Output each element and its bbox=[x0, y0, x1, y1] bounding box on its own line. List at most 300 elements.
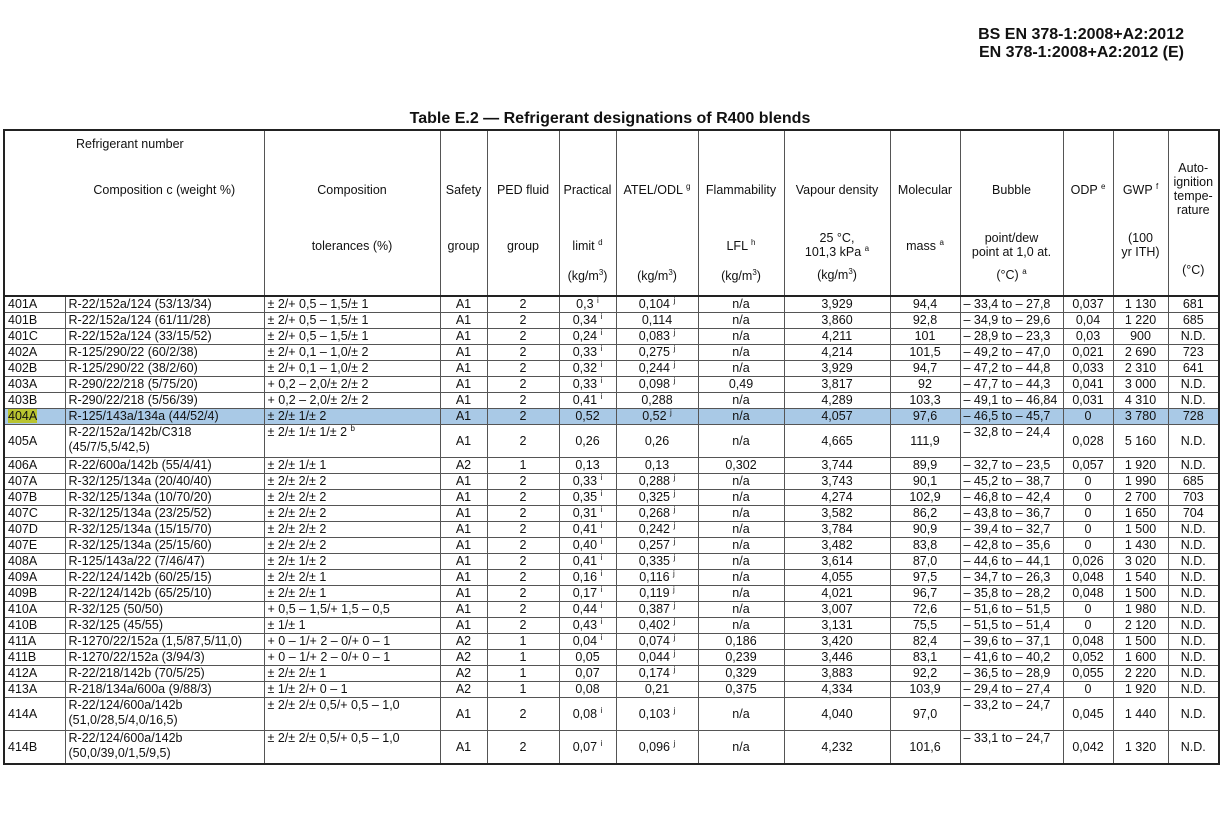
row-tolerances: ± 2/± 2/± 1 bbox=[264, 570, 440, 586]
table-row bbox=[4, 506, 1219, 522]
row-bubble-point: – 33,1 to – 24,7 bbox=[960, 731, 1063, 765]
row-ped-group: 2 bbox=[487, 618, 559, 634]
row-bubble-point: – 46,8 to – 42,4 bbox=[960, 490, 1063, 506]
col-safety: Safety group bbox=[440, 130, 487, 296]
row-composition: R-1270/22/152a (1,5/87,5/11,0) bbox=[65, 634, 264, 650]
row-composition: R-22/124/600a/142b (50,0/39,0/1,5/9,5) bbox=[65, 731, 264, 765]
row-safety-group: A2 bbox=[440, 682, 487, 698]
row-vapour-density: 3,784 bbox=[784, 522, 890, 538]
row-molecular-mass: 87,0 bbox=[890, 554, 960, 570]
row-atel-odl: 0,288 bbox=[616, 393, 698, 409]
row-tolerances: ± 2/± 2/± 1 bbox=[264, 586, 440, 602]
row-auto-ignition: N.D. bbox=[1168, 698, 1219, 731]
row-atel-odl: 0,098 $^j$ bbox=[616, 377, 698, 393]
row-safety-group: A1 bbox=[440, 618, 487, 634]
row-bubble-point: – 35,8 to – 28,2 bbox=[960, 586, 1063, 602]
row-molecular-mass: 102,9 bbox=[890, 490, 960, 506]
row-ped-group: 1 bbox=[487, 666, 559, 682]
row-vapour-density: 3,131 bbox=[784, 618, 890, 634]
row-practical-limit: 0,43 $^i$ bbox=[559, 618, 616, 634]
row-atel-odl: 0,402 $^j$ bbox=[616, 618, 698, 634]
table-row bbox=[4, 361, 1219, 377]
row-tolerances: ± 2/± 2/± 0,5/+ 0,5 – 1,0 bbox=[264, 698, 440, 731]
row-vapour-density: 3,883 bbox=[784, 666, 890, 682]
row-tolerances: ± 2/± 1/± 2 bbox=[264, 554, 440, 570]
row-vapour-density: 3,007 bbox=[784, 602, 890, 618]
row-bubble-point: – 41,6 to – 40,2 bbox=[960, 650, 1063, 666]
row-bubble-point: – 33,2 to – 24,7 bbox=[960, 698, 1063, 731]
table-row bbox=[4, 538, 1219, 554]
row-molecular-mass: 86,2 bbox=[890, 506, 960, 522]
row-number: 411B bbox=[4, 650, 65, 666]
row-safety-group: A1 bbox=[440, 698, 487, 731]
row-auto-ignition: N.D. bbox=[1168, 650, 1219, 666]
row-gwp: 3 000 bbox=[1113, 377, 1168, 393]
row-vapour-density: 4,021 bbox=[784, 586, 890, 602]
row-vapour-density: 4,211 bbox=[784, 329, 890, 345]
row-practical-limit: 0,17 $^i$ bbox=[559, 586, 616, 602]
row-composition: R-32/125 (45/55) bbox=[65, 618, 264, 634]
row-vapour-density: 4,055 bbox=[784, 570, 890, 586]
col-atel-odl: ATEL/ODL $^g$ $(kg/m^3)$ bbox=[616, 130, 698, 296]
row-auto-ignition: N.D. bbox=[1168, 570, 1219, 586]
row-practical-limit: 0,05 bbox=[559, 650, 616, 666]
row-practical-limit: 0,35 $^i$ bbox=[559, 490, 616, 506]
row-composition: R-32/125 (50/50) bbox=[65, 602, 264, 618]
row-ped-group: 2 bbox=[487, 474, 559, 490]
row-odp: 0,057 bbox=[1063, 458, 1113, 474]
row-molecular-mass: 82,4 bbox=[890, 634, 960, 650]
row-ped-group: 1 bbox=[487, 458, 559, 474]
standard-reference bbox=[978, 26, 1184, 62]
row-composition: R-125/290/22 (38/2/60) bbox=[65, 361, 264, 377]
row-composition: R-22/124/600a/142b (51,0/28,5/4,0/16,5) bbox=[65, 698, 264, 731]
table-row bbox=[4, 409, 1219, 425]
row-safety-group: A2 bbox=[440, 650, 487, 666]
row-molecular-mass: 101 bbox=[890, 329, 960, 345]
row-molecular-mass: 97,6 bbox=[890, 409, 960, 425]
table-row bbox=[4, 618, 1219, 634]
col-molecular-mass: Molecular mass $^a$ bbox=[890, 130, 960, 296]
row-atel-odl: 0,104 $^j$ bbox=[616, 296, 698, 313]
row-lfl: n/a bbox=[698, 361, 784, 377]
row-vapour-density: 4,232 bbox=[784, 731, 890, 765]
row-molecular-mass: 90,9 bbox=[890, 522, 960, 538]
row-atel-odl: 0,387 $^j$ bbox=[616, 602, 698, 618]
row-ped-group: 2 bbox=[487, 586, 559, 602]
row-practical-limit: 0,24 $^i$ bbox=[559, 329, 616, 345]
row-bubble-point: – 32,8 to – 24,4 bbox=[960, 425, 1063, 458]
row-gwp: 1 600 bbox=[1113, 650, 1168, 666]
row-ped-group: 2 bbox=[487, 570, 559, 586]
row-safety-group: A1 bbox=[440, 425, 487, 458]
row-gwp: 1 500 bbox=[1113, 586, 1168, 602]
row-number: 407C bbox=[4, 506, 65, 522]
row-practical-limit: 0,07 $^i$ bbox=[559, 731, 616, 765]
row-bubble-point: – 47,7 to – 44,3 bbox=[960, 377, 1063, 393]
row-lfl: 0,186 bbox=[698, 634, 784, 650]
row-atel-odl: 0,13 bbox=[616, 458, 698, 474]
row-number: 414B bbox=[4, 731, 65, 765]
row-lfl: n/a bbox=[698, 731, 784, 765]
row-vapour-density: 3,614 bbox=[784, 554, 890, 570]
col-odp: ODP $^e$ bbox=[1063, 130, 1113, 296]
row-practical-limit: 0,34 $^i$ bbox=[559, 313, 616, 329]
row-tolerances: ± 2/± 1/± 1/± 2 $^b$ bbox=[264, 425, 440, 458]
row-lfl: 0,329 bbox=[698, 666, 784, 682]
row-tolerances: ± 2/± 2/± 2 bbox=[264, 490, 440, 506]
col-composition-c: Composition c (weight %) bbox=[65, 130, 264, 296]
row-ped-group: 2 bbox=[487, 393, 559, 409]
row-vapour-density: 3,743 bbox=[784, 474, 890, 490]
row-molecular-mass: 92,8 bbox=[890, 313, 960, 329]
row-gwp: 1 320 bbox=[1113, 731, 1168, 765]
row-atel-odl: 0,174 $^j$ bbox=[616, 666, 698, 682]
row-odp: 0,026 bbox=[1063, 554, 1113, 570]
row-vapour-density: 4,665 bbox=[784, 425, 890, 458]
row-ped-group: 2 bbox=[487, 345, 559, 361]
row-practical-limit: 0,08 bbox=[559, 682, 616, 698]
row-auto-ignition: 641 bbox=[1168, 361, 1219, 377]
row-safety-group: A1 bbox=[440, 409, 487, 425]
row-vapour-density: 3,817 bbox=[784, 377, 890, 393]
row-odp: 0 bbox=[1063, 490, 1113, 506]
row-composition: R-125/143a/134a (44/52/4) bbox=[65, 409, 264, 425]
row-composition: R-125/143a/22 (7/46/47) bbox=[65, 554, 264, 570]
row-safety-group: A1 bbox=[440, 393, 487, 409]
row-gwp: 1 920 bbox=[1113, 682, 1168, 698]
table-row bbox=[4, 329, 1219, 345]
row-atel-odl: 0,275 $^j$ bbox=[616, 345, 698, 361]
row-odp: 0 bbox=[1063, 474, 1113, 490]
row-molecular-mass: 75,5 bbox=[890, 618, 960, 634]
row-practical-limit: 0,40 $^i$ bbox=[559, 538, 616, 554]
row-lfl: n/a bbox=[698, 570, 784, 586]
row-ped-group: 1 bbox=[487, 682, 559, 698]
row-gwp: 2 220 bbox=[1113, 666, 1168, 682]
row-bubble-point: – 33,4 to – 27,8 bbox=[960, 296, 1063, 313]
table-row bbox=[4, 682, 1219, 698]
row-safety-group: A1 bbox=[440, 586, 487, 602]
row-atel-odl: 0,242 $^j$ bbox=[616, 522, 698, 538]
row-gwp: 1 430 bbox=[1113, 538, 1168, 554]
header-row bbox=[4, 130, 1219, 296]
row-auto-ignition: N.D. bbox=[1168, 634, 1219, 650]
row-practical-limit: 0,04 $^i$ bbox=[559, 634, 616, 650]
row-composition: R-22/124/142b (60/25/15) bbox=[65, 570, 264, 586]
row-bubble-point: – 43,8 to – 36,7 bbox=[960, 506, 1063, 522]
table-row bbox=[4, 522, 1219, 538]
row-atel-odl: 0,335 $^j$ bbox=[616, 554, 698, 570]
row-number: 405A bbox=[4, 425, 65, 458]
row-molecular-mass: 94,4 bbox=[890, 296, 960, 313]
row-safety-group: A1 bbox=[440, 490, 487, 506]
row-gwp: 3 020 bbox=[1113, 554, 1168, 570]
row-number: 413A bbox=[4, 682, 65, 698]
row-composition: R-32/125/134a (25/15/60) bbox=[65, 538, 264, 554]
row-auto-ignition: N.D. bbox=[1168, 458, 1219, 474]
row-gwp: 2 690 bbox=[1113, 345, 1168, 361]
row-molecular-mass: 101,5 bbox=[890, 345, 960, 361]
row-safety-group: A2 bbox=[440, 458, 487, 474]
table-row bbox=[4, 602, 1219, 618]
row-ped-group: 2 bbox=[487, 425, 559, 458]
row-auto-ignition: 703 bbox=[1168, 490, 1219, 506]
row-auto-ignition: N.D. bbox=[1168, 425, 1219, 458]
row-bubble-point: – 28,9 to – 23,3 bbox=[960, 329, 1063, 345]
row-composition: R-1270/22/152a (3/94/3) bbox=[65, 650, 264, 666]
row-composition: R-290/22/218 (5/75/20) bbox=[65, 377, 264, 393]
row-odp: 0,033 bbox=[1063, 361, 1113, 377]
row-tolerances: ± 2/± 1/± 1 bbox=[264, 458, 440, 474]
table-row bbox=[4, 650, 1219, 666]
row-atel-odl: 0,325 $^j$ bbox=[616, 490, 698, 506]
row-odp: 0,048 bbox=[1063, 634, 1113, 650]
row-number: 402B bbox=[4, 361, 65, 377]
row-ped-group: 1 bbox=[487, 650, 559, 666]
row-practical-limit: 0,07 bbox=[559, 666, 616, 682]
row-gwp: 3 780 bbox=[1113, 409, 1168, 425]
row-safety-group: A1 bbox=[440, 602, 487, 618]
row-molecular-mass: 103,9 bbox=[890, 682, 960, 698]
row-molecular-mass: 111,9 bbox=[890, 425, 960, 458]
row-atel-odl: 0,268 $^j$ bbox=[616, 506, 698, 522]
standard-line-1: BS EN 378-1:2008+A2:2012 bbox=[978, 26, 1184, 43]
row-ped-group: 2 bbox=[487, 731, 559, 765]
row-number: 403A bbox=[4, 377, 65, 393]
row-practical-limit: 0,33 $^i$ bbox=[559, 377, 616, 393]
row-tolerances: ± 1/± 2/+ 0 – 1 bbox=[264, 682, 440, 698]
row-molecular-mass: 94,7 bbox=[890, 361, 960, 377]
row-atel-odl: 0,096 $^j$ bbox=[616, 731, 698, 765]
row-number: 408A bbox=[4, 554, 65, 570]
col-composition: Composition tolerances (%) bbox=[264, 130, 440, 296]
row-lfl: 0,302 bbox=[698, 458, 784, 474]
row-gwp: 1 540 bbox=[1113, 570, 1168, 586]
row-safety-group: A2 bbox=[440, 666, 487, 682]
row-ped-group: 2 bbox=[487, 329, 559, 345]
row-lfl: n/a bbox=[698, 586, 784, 602]
row-lfl: n/a bbox=[698, 490, 784, 506]
row-odp: 0 bbox=[1063, 538, 1113, 554]
row-bubble-point: – 39,6 to – 37,1 bbox=[960, 634, 1063, 650]
row-auto-ignition: N.D. bbox=[1168, 522, 1219, 538]
row-auto-ignition: N.D. bbox=[1168, 393, 1219, 409]
row-auto-ignition: 723 bbox=[1168, 345, 1219, 361]
row-gwp: 1 990 bbox=[1113, 474, 1168, 490]
row-gwp: 1 500 bbox=[1113, 522, 1168, 538]
row-auto-ignition: N.D. bbox=[1168, 618, 1219, 634]
row-bubble-point: – 44,6 to – 44,1 bbox=[960, 554, 1063, 570]
row-ped-group: 2 bbox=[487, 602, 559, 618]
table-row bbox=[4, 425, 1219, 458]
row-safety-group: A1 bbox=[440, 506, 487, 522]
col-gwp: GWP $^f$ (100 yr ITH) bbox=[1113, 130, 1168, 296]
row-odp: 0,055 bbox=[1063, 666, 1113, 682]
row-safety-group: A1 bbox=[440, 554, 487, 570]
row-tolerances: + 0,2 – 2,0/± 2/± 2 bbox=[264, 393, 440, 409]
row-vapour-density: 3,482 bbox=[784, 538, 890, 554]
row-vapour-density: 3,446 bbox=[784, 650, 890, 666]
row-lfl: 0,375 bbox=[698, 682, 784, 698]
row-composition: R-22/152a/124 (33/15/52) bbox=[65, 329, 264, 345]
table-row bbox=[4, 586, 1219, 602]
row-atel-odl: 0,103 $^j$ bbox=[616, 698, 698, 731]
row-number: 410B bbox=[4, 618, 65, 634]
row-lfl: n/a bbox=[698, 698, 784, 731]
row-practical-limit: 0,52 bbox=[559, 409, 616, 425]
table-row bbox=[4, 345, 1219, 361]
row-practical-limit: 0,3 $^i$ bbox=[559, 296, 616, 313]
row-atel-odl: 0,257 $^j$ bbox=[616, 538, 698, 554]
row-tolerances: ± 2/± 2/± 2 bbox=[264, 506, 440, 522]
row-composition: R-32/125/134a (20/40/40) bbox=[65, 474, 264, 490]
row-number: 410A bbox=[4, 602, 65, 618]
row-atel-odl: 0,119 $^j$ bbox=[616, 586, 698, 602]
row-composition: R-125/290/22 (60/2/38) bbox=[65, 345, 264, 361]
row-ped-group: 2 bbox=[487, 490, 559, 506]
row-tolerances: ± 2/± 2/± 2 bbox=[264, 522, 440, 538]
row-practical-limit: 0,26 bbox=[559, 425, 616, 458]
row-safety-group: A1 bbox=[440, 538, 487, 554]
col-practical-limit: Practical limit $^d$ $(kg/m^3)$ bbox=[559, 130, 616, 296]
row-number: 407A bbox=[4, 474, 65, 490]
row-lfl: n/a bbox=[698, 522, 784, 538]
row-molecular-mass: 89,9 bbox=[890, 458, 960, 474]
table-row bbox=[4, 554, 1219, 570]
row-bubble-point: – 34,7 to – 26,3 bbox=[960, 570, 1063, 586]
row-tolerances: ± 2/+ 0,1 – 1,0/± 2 bbox=[264, 361, 440, 377]
row-odp: 0,048 bbox=[1063, 586, 1113, 602]
row-lfl: n/a bbox=[698, 538, 784, 554]
row-tolerances: + 0,2 – 2,0/± 2/± 2 bbox=[264, 377, 440, 393]
row-tolerances: ± 2/+ 0,5 – 1,5/± 1 bbox=[264, 313, 440, 329]
row-auto-ignition: 681 bbox=[1168, 296, 1219, 313]
row-odp: 0,031 bbox=[1063, 393, 1113, 409]
row-atel-odl: 0,114 bbox=[616, 313, 698, 329]
row-bubble-point: – 36,5 to – 28,9 bbox=[960, 666, 1063, 682]
row-ped-group: 2 bbox=[487, 313, 559, 329]
row-number: 406A bbox=[4, 458, 65, 474]
row-bubble-point: – 47,2 to – 44,8 bbox=[960, 361, 1063, 377]
row-number: 411A bbox=[4, 634, 65, 650]
row-practical-limit: 0,41 $^i$ bbox=[559, 554, 616, 570]
table-row bbox=[4, 474, 1219, 490]
row-composition: R-22/600a/142b (55/4/41) bbox=[65, 458, 264, 474]
row-lfl: 0,239 bbox=[698, 650, 784, 666]
table-row bbox=[4, 377, 1219, 393]
table-row bbox=[4, 490, 1219, 506]
row-ped-group: 2 bbox=[487, 296, 559, 313]
row-lfl: n/a bbox=[698, 602, 784, 618]
row-composition: R-22/218/142b (70/5/25) bbox=[65, 666, 264, 682]
row-odp: 0,028 bbox=[1063, 425, 1113, 458]
row-ped-group: 2 bbox=[487, 554, 559, 570]
col-flammability: Flammability LFL $^h$ $(kg/m^3)$ bbox=[698, 130, 784, 296]
row-bubble-point: – 49,2 to – 47,0 bbox=[960, 345, 1063, 361]
row-auto-ignition: N.D. bbox=[1168, 682, 1219, 698]
row-gwp: 1 440 bbox=[1113, 698, 1168, 731]
col-auto-ignition: Auto- ignition tempe- rature (°C) bbox=[1168, 130, 1219, 296]
row-auto-ignition: 685 bbox=[1168, 313, 1219, 329]
row-practical-limit: 0,41 $^i$ bbox=[559, 522, 616, 538]
row-auto-ignition: 728 bbox=[1168, 409, 1219, 425]
row-gwp: 900 bbox=[1113, 329, 1168, 345]
row-odp: 0,048 bbox=[1063, 570, 1113, 586]
row-lfl: n/a bbox=[698, 474, 784, 490]
row-odp: 0,045 bbox=[1063, 698, 1113, 731]
row-odp: 0,041 bbox=[1063, 377, 1113, 393]
row-practical-limit: 0,33 $^i$ bbox=[559, 474, 616, 490]
standard-line-2: EN 378-1:2008+A2:2012 (E) bbox=[978, 44, 1184, 61]
row-lfl: n/a bbox=[698, 618, 784, 634]
table-title: Table E.2 — Refrigerant designations of R400 blends bbox=[409, 110, 811, 127]
row-number: 409A bbox=[4, 570, 65, 586]
row-composition: R-32/125/134a (23/25/52) bbox=[65, 506, 264, 522]
table-row bbox=[4, 458, 1219, 474]
row-odp: 0,021 bbox=[1063, 345, 1113, 361]
row-bubble-point: – 34,9 to – 29,6 bbox=[960, 313, 1063, 329]
row-atel-odl: 0,21 bbox=[616, 682, 698, 698]
row-vapour-density: 3,420 bbox=[784, 634, 890, 650]
row-number: 412A bbox=[4, 666, 65, 682]
row-ped-group: 2 bbox=[487, 522, 559, 538]
row-bubble-point: – 46,5 to – 45,7 bbox=[960, 409, 1063, 425]
row-gwp: 2 700 bbox=[1113, 490, 1168, 506]
row-safety-group: A1 bbox=[440, 522, 487, 538]
row-composition: R-22/152a/142b/C318 (45/7/5,5/42,5) bbox=[65, 425, 264, 458]
row-practical-limit: 0,32 $^i$ bbox=[559, 361, 616, 377]
row-tolerances: ± 2/± 1/± 2 bbox=[264, 409, 440, 425]
row-number: 402A bbox=[4, 345, 65, 361]
row-tolerances: + 0 – 1/+ 2 – 0/+ 0 – 1 bbox=[264, 634, 440, 650]
row-molecular-mass: 83,1 bbox=[890, 650, 960, 666]
row-bubble-point: – 49,1 to – 46,84 bbox=[960, 393, 1063, 409]
row-safety-group: A1 bbox=[440, 296, 487, 313]
refrigerant-number-header: Refrigerant number bbox=[76, 137, 184, 151]
table-row bbox=[4, 296, 1219, 313]
row-tolerances: + 0,5 – 1,5/+ 1,5 – 0,5 bbox=[264, 602, 440, 618]
table-row bbox=[4, 731, 1219, 765]
row-gwp: 2 120 bbox=[1113, 618, 1168, 634]
row-lfl: n/a bbox=[698, 425, 784, 458]
row-practical-limit: 0,33 $^i$ bbox=[559, 345, 616, 361]
row-composition: R-290/22/218 (5/56/39) bbox=[65, 393, 264, 409]
row-lfl: n/a bbox=[698, 296, 784, 313]
row-number: 407B bbox=[4, 490, 65, 506]
row-lfl: n/a bbox=[698, 329, 784, 345]
refrigerant-table bbox=[3, 129, 1220, 765]
row-tolerances: ± 2/± 2/± 2 bbox=[264, 474, 440, 490]
row-molecular-mass: 96,7 bbox=[890, 586, 960, 602]
row-safety-group: A1 bbox=[440, 313, 487, 329]
row-auto-ignition: 704 bbox=[1168, 506, 1219, 522]
row-composition: R-22/124/142b (65/25/10) bbox=[65, 586, 264, 602]
row-vapour-density: 4,274 bbox=[784, 490, 890, 506]
row-number: 409B bbox=[4, 586, 65, 602]
row-gwp: 1 650 bbox=[1113, 506, 1168, 522]
row-safety-group: A1 bbox=[440, 570, 487, 586]
row-auto-ignition: N.D. bbox=[1168, 538, 1219, 554]
row-odp: 0,052 bbox=[1063, 650, 1113, 666]
table-row bbox=[4, 634, 1219, 650]
row-molecular-mass: 83,8 bbox=[890, 538, 960, 554]
row-bubble-point: – 29,4 to – 27,4 bbox=[960, 682, 1063, 698]
row-safety-group: A1 bbox=[440, 731, 487, 765]
row-auto-ignition: N.D. bbox=[1168, 586, 1219, 602]
row-safety-group: A1 bbox=[440, 377, 487, 393]
row-auto-ignition: N.D. bbox=[1168, 602, 1219, 618]
